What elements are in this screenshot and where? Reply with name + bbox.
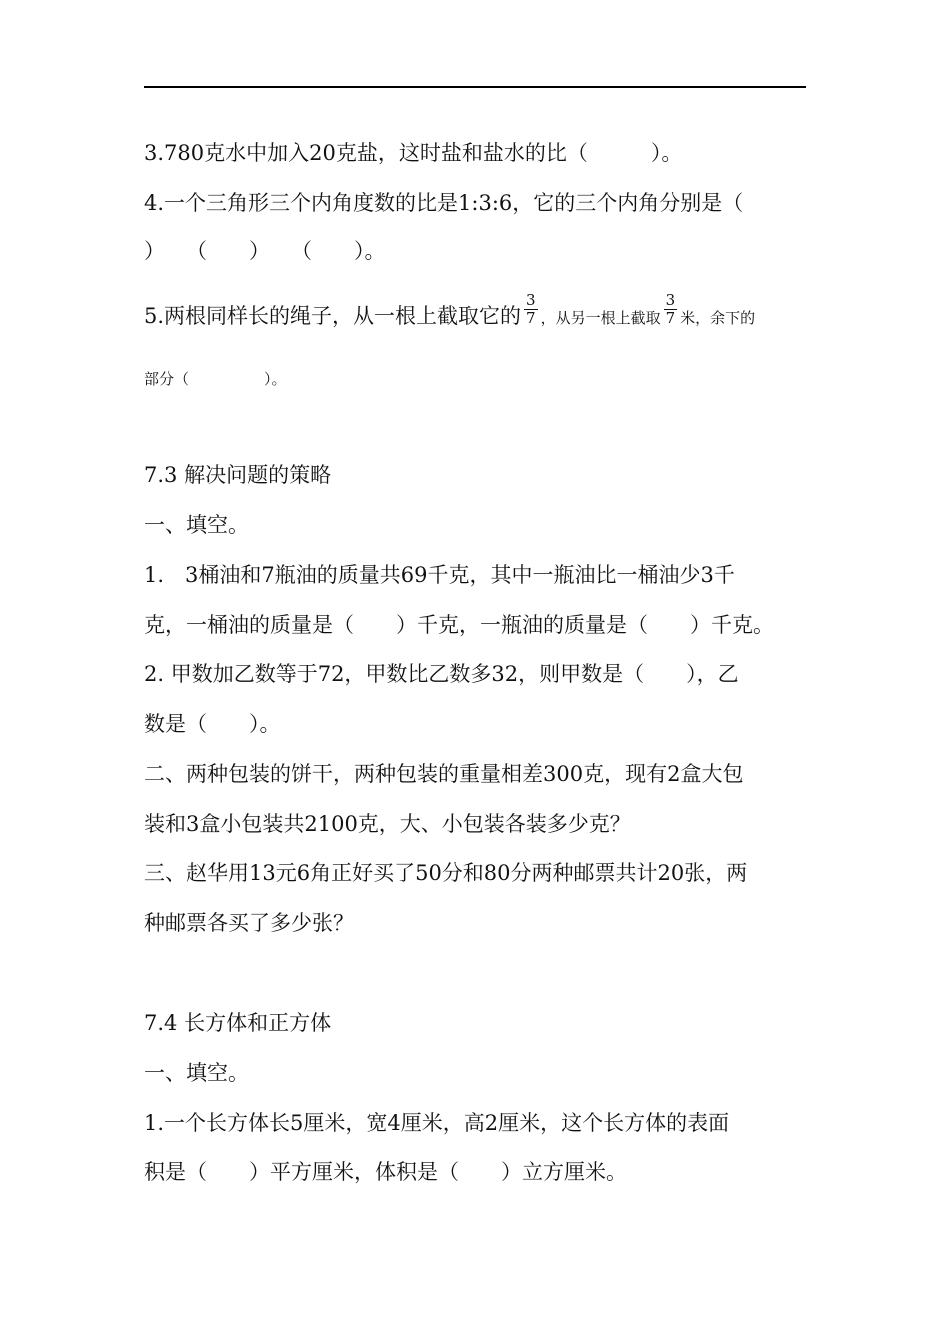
question-5-text-a: 5.两根同样长的绳子，从一根上截取它的 xyxy=(144,304,522,328)
header-rule xyxy=(144,86,806,88)
s73-question-2-line: 2. 甲数加乙数等于72，甲数比乙数多32，则甲数是（ ），乙 xyxy=(144,662,739,686)
fraction-1 xyxy=(524,292,538,327)
s73-part-3-line: 三、赵华用13元6角正好买了50分和80分两种邮票共计20张，两 xyxy=(144,861,748,885)
section-7-4-part-1-heading: 一、填空。 xyxy=(144,1061,249,1085)
s73-part-2-continued: 装和3盒小包装共2100克，大、小包装各装多少克？ xyxy=(144,812,631,836)
fraction-2-numerator: 3 xyxy=(665,291,676,309)
section-7-4-heading: 7.4 长方体和正方体 xyxy=(144,1011,332,1035)
question-4-continued: ） （ ） （ ）。 xyxy=(144,239,386,263)
fraction-2-denominator: 7 xyxy=(665,309,676,327)
s74-question-1-line: 1.一个长方体长5厘米，宽4厘米，高2厘米，这个长方体的表面 xyxy=(144,1111,730,1135)
s73-question-1-continued: 克，一桶油的质量是（ ）千克，一瓶油的质量是（ ）千克。 xyxy=(144,613,774,637)
fraction-2 xyxy=(664,292,678,327)
s74-question-1-continued: 积是（ ）平方厘米，体积是（ ）立方厘米。 xyxy=(144,1160,627,1184)
s73-question-2-continued: 数是（ ）。 xyxy=(144,712,281,736)
section-7-3-heading: 7.3 解决问题的策略 xyxy=(144,463,332,487)
s73-question-1-line: 1. 3桶油和7瓶油的质量共69千克，其中一瓶油比一桶油少3千 xyxy=(144,563,735,587)
s73-part-3-continued: 种邮票各买了多少张？ xyxy=(144,911,354,935)
s73-part-2-line: 二、两种包装的饼干，两种包装的重量相差300克，现有2盒大包 xyxy=(144,762,744,786)
question-3-line: 3.780克水中加入20克盐，这时盐和盐水的比（ ）。 xyxy=(144,141,683,165)
fraction-1-numerator: 3 xyxy=(526,291,536,309)
question-5-line xyxy=(144,291,756,335)
question-5-text-b: ，从另一根上截取 xyxy=(540,309,661,327)
fraction-1-denominator: 7 xyxy=(526,309,536,327)
question-4-line: 4.一个三角形三个内角度数的比是1:3:6，它的三个内角分别是（ xyxy=(144,191,744,215)
section-7-3-part-1-heading: 一、填空。 xyxy=(144,513,249,537)
question-5-continued: 部分（ ）。 xyxy=(144,370,287,388)
question-5-text-c: 米，余下的 xyxy=(680,309,756,327)
